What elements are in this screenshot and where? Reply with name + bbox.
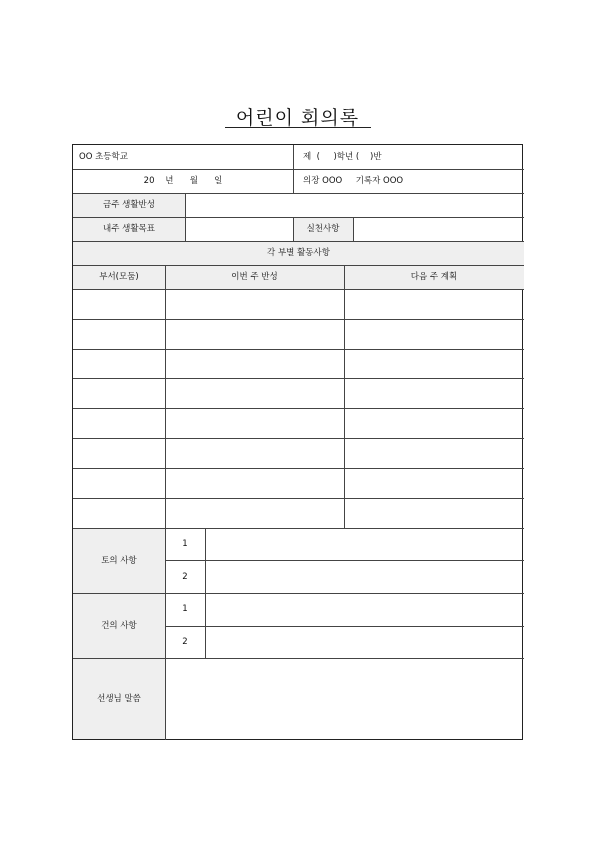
row-line (73, 498, 524, 499)
col-line (165, 265, 166, 740)
column-header-this-week: 이번 주 반성 (231, 272, 278, 282)
document-title: 어린이 회의록 (235, 107, 360, 129)
discussion-number: 1 (182, 539, 188, 549)
suggestion-number: 1 (182, 604, 188, 614)
column-header-next-week: 다음 주 계획 (410, 272, 458, 282)
row-line (73, 319, 524, 320)
grade-class-field: 제 ( )학년 ( )반 (303, 152, 382, 162)
minutes-form (72, 144, 523, 740)
row-line (165, 626, 524, 627)
row-line (73, 349, 524, 350)
suggestion-number: 2 (182, 637, 188, 647)
row-line (73, 658, 524, 659)
activities-section-title: 각 부별 활동사항 (267, 248, 330, 258)
row-line (73, 593, 524, 594)
col-line (344, 265, 345, 528)
discussion-label: 토의 사항 (101, 556, 137, 566)
chair-recorder: 의장 OOO 기록자 OOO (303, 176, 404, 186)
row-line (73, 241, 524, 242)
next-week-goal-label: 내주 생활목표 (103, 224, 155, 234)
this-week-reflection-label: 금주 생활반성 (103, 200, 155, 210)
row-line (165, 560, 524, 561)
row-line (73, 265, 524, 266)
discussion-number: 2 (182, 572, 188, 582)
row-line (73, 438, 524, 439)
col-line (205, 528, 206, 658)
meeting-date: 20 년 월 일 (143, 176, 223, 186)
row-line (73, 217, 524, 218)
row-line (73, 378, 524, 379)
suggestion-label: 건의 사항 (101, 621, 137, 631)
col-line (293, 145, 294, 169)
row-line (73, 468, 524, 469)
row-line (73, 289, 524, 290)
teacher-comment-label: 선생님 말씀 (97, 694, 141, 704)
title-underline (225, 127, 371, 128)
col-line (185, 193, 186, 241)
row-line (73, 528, 524, 529)
column-header-department: 부서(모둠) (99, 272, 139, 282)
col-line (293, 169, 294, 193)
col-line (353, 217, 354, 241)
school-name: OO 초등학교 (79, 152, 128, 162)
row-line (73, 193, 524, 194)
row-line (73, 408, 524, 409)
row-line (73, 169, 524, 170)
practice-items-label: 실천사항 (306, 224, 340, 234)
